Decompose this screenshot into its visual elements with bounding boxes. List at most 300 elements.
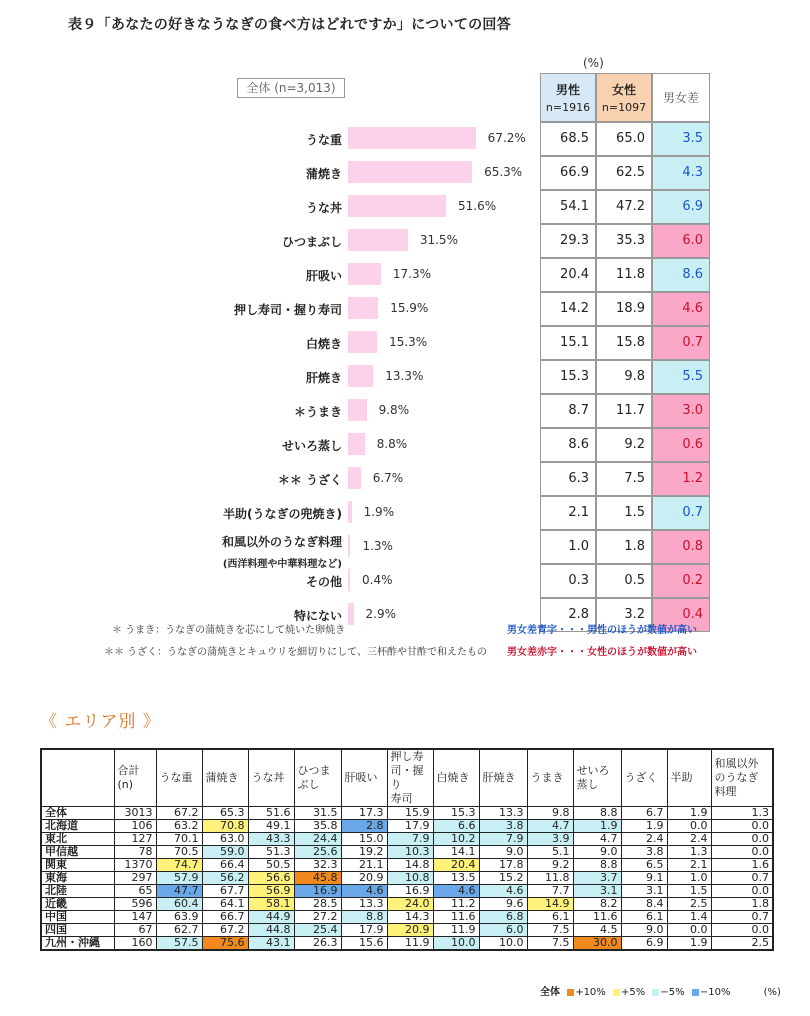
- diff-value-cell: 3.0: [652, 394, 710, 428]
- diff-header-label: 男女差: [662, 91, 699, 105]
- legend-note-blue: 男女差青字・・・男性のほうが数値が高い: [507, 625, 697, 636]
- table-cell: 75.6: [202, 937, 248, 951]
- unit-label: (%): [583, 56, 604, 70]
- table-cell: 9.2: [527, 859, 573, 872]
- female-header-n: n=1097: [601, 101, 647, 114]
- male-value-cell: 8.6: [540, 428, 596, 462]
- table-cell: 28.5: [294, 898, 341, 911]
- table-cell: 9.0: [479, 846, 527, 859]
- diff-value-cell: 1.2: [652, 462, 710, 496]
- region-cell: 近畿: [41, 898, 114, 911]
- table-cell: 6.1: [527, 911, 573, 924]
- table-cell: 1.9: [621, 820, 667, 833]
- table-cell: 6.6: [433, 820, 479, 833]
- bar-value-label: 31.5%: [419, 233, 458, 247]
- female-value-cell: 62.5: [596, 156, 652, 190]
- bar-value-label: 2.9%: [365, 607, 396, 621]
- bar-value-label: 6.7%: [372, 471, 404, 485]
- area-column-header: 肝吸い: [341, 749, 387, 807]
- category-label: [142, 369, 342, 386]
- bar: [348, 603, 354, 625]
- table-cell: 8.8: [573, 807, 621, 820]
- category-label: [142, 199, 342, 216]
- female-value-cell: 65.0: [596, 122, 652, 156]
- table-cell: 14.8: [387, 859, 433, 872]
- sample-size-box: 全体 (n=3,013): [237, 78, 345, 98]
- bar: [348, 535, 350, 557]
- region-cell: 四国: [41, 924, 114, 937]
- area-table: [40, 748, 774, 951]
- diff-value-cell: 0.7: [652, 496, 710, 530]
- table-cell: 9.1: [621, 872, 667, 885]
- region-cell: 関東: [41, 859, 114, 872]
- table-cell: 1.3: [667, 846, 711, 859]
- category-label-text: せいろ蒸し: [281, 439, 342, 453]
- bar: [348, 569, 350, 591]
- table-cell: 78: [114, 846, 156, 859]
- table-cell: 70.8: [202, 820, 248, 833]
- table-row: [41, 846, 773, 859]
- table-cell: 127: [114, 833, 156, 846]
- table-row: [41, 924, 773, 937]
- table-cell: 6.7: [621, 807, 667, 820]
- table-cell: 64.1: [202, 898, 248, 911]
- female-value-cell: 0.5: [596, 564, 652, 598]
- region-cell: 九州・沖縄: [41, 937, 114, 951]
- male-value-cell: 68.5: [540, 122, 596, 156]
- table-cell: 5.1: [527, 846, 573, 859]
- table-cell: 32.3: [294, 859, 341, 872]
- table-cell: 15.0: [341, 833, 387, 846]
- table-cell: 58.1: [248, 898, 294, 911]
- table-cell: 70.1: [156, 833, 202, 846]
- table-cell: 1.9: [573, 820, 621, 833]
- diff-value-cell: 4.3: [652, 156, 710, 190]
- table-cell: 24.0: [387, 898, 433, 911]
- table-cell: 49.1: [248, 820, 294, 833]
- table-cell: 3.8: [621, 846, 667, 859]
- bar-value-label: 17.3%: [392, 267, 431, 281]
- female-value-cell: 18.9: [596, 292, 652, 326]
- female-column-header: [596, 73, 652, 122]
- diff-column-header: [652, 73, 710, 122]
- table-cell: 9.6: [479, 898, 527, 911]
- diff-value-cell: 8.6: [652, 258, 710, 292]
- table-cell: 50.5: [248, 859, 294, 872]
- table-cell: 0.0: [667, 820, 711, 833]
- bar: [348, 127, 476, 149]
- table-cell: 43.3: [248, 833, 294, 846]
- table-cell: 8.8: [573, 859, 621, 872]
- table-row: [41, 833, 773, 846]
- table-cell: 45.8: [294, 872, 341, 885]
- category-label: [142, 131, 342, 148]
- table-cell: 27.2: [294, 911, 341, 924]
- table-cell: 11.9: [387, 937, 433, 951]
- diff-value-cell: 6.0: [652, 224, 710, 258]
- bar-value-label: 13.3%: [385, 369, 424, 383]
- area-column-header: 合計 (n): [114, 749, 156, 807]
- table-cell: 59.0: [202, 846, 248, 859]
- table-cell: 43.1: [248, 937, 294, 951]
- table-cell: 15.9: [387, 807, 433, 820]
- region-cell: 東北: [41, 833, 114, 846]
- table-cell: 0.0: [711, 885, 773, 898]
- table-cell: 1.0: [667, 872, 711, 885]
- page-title: 表９「あなたの好きなうなぎの食べ方はどれですか」についての回答: [68, 17, 512, 33]
- swatch-minus10-icon: [692, 989, 699, 996]
- male-value-cell: 14.2: [540, 292, 596, 326]
- table-cell: 4.6: [433, 885, 479, 898]
- category-label-text: ひつまぶし: [281, 235, 342, 249]
- bar-value-label: 1.9%: [363, 505, 395, 519]
- table-cell: 3013: [114, 807, 156, 820]
- area-column-header: 和風以外 のうなぎ 料理: [711, 749, 773, 807]
- table-cell: 20.4: [433, 859, 479, 872]
- table-cell: 1.9: [667, 937, 711, 951]
- area-table-header: [41, 749, 773, 807]
- bar-value-label: 15.9%: [390, 301, 429, 315]
- male-value-cell: 54.1: [540, 190, 596, 224]
- table-cell: 67: [114, 924, 156, 937]
- region-cell: 甲信越: [41, 846, 114, 859]
- table-cell: 44.9: [248, 911, 294, 924]
- swatch-minus5-icon: [652, 989, 659, 996]
- table-cell: 63.2: [156, 820, 202, 833]
- table-cell: 9.0: [621, 924, 667, 937]
- table-row: [41, 898, 773, 911]
- table-cell: 62.7: [156, 924, 202, 937]
- male-value-cell: 20.4: [540, 258, 596, 292]
- female-value-cell: 1.5: [596, 496, 652, 530]
- area-column-header: うな重: [156, 749, 202, 807]
- section-title-area: 《 エリア別 》: [40, 712, 161, 732]
- table-cell: 1.5: [667, 885, 711, 898]
- table-cell: 57.5: [156, 937, 202, 951]
- area-column-header: 肝焼き: [479, 749, 527, 807]
- area-legend-plus5: +5%: [620, 987, 646, 998]
- table-cell: 11.9: [433, 924, 479, 937]
- table-cell: 6.9: [621, 937, 667, 951]
- table-cell: 4.5: [573, 924, 621, 937]
- region-cell: 東海: [41, 872, 114, 885]
- table-cell: 7.9: [387, 833, 433, 846]
- area-legend-minus10: −10%: [699, 987, 731, 998]
- table-cell: 9.0: [573, 846, 621, 859]
- table-cell: 11.6: [573, 911, 621, 924]
- category-label-text: ＊＊ うざく: [277, 473, 342, 487]
- table-row: [41, 859, 773, 872]
- table-cell: 3.1: [573, 885, 621, 898]
- bar-value-label: 65.3%: [484, 165, 523, 179]
- table-cell: 6.5: [621, 859, 667, 872]
- female-value-cell: 35.3: [596, 224, 652, 258]
- table-cell: 66.7: [202, 911, 248, 924]
- legend-note-red: 男女差赤字・・・女性のほうが数値が高い: [507, 647, 697, 658]
- male-value-cell: 15.3: [540, 360, 596, 394]
- table-cell: 0.7: [711, 872, 773, 885]
- category-label: [142, 573, 342, 590]
- table-cell: 8.2: [573, 898, 621, 911]
- table-cell: 11.2: [433, 898, 479, 911]
- area-legend-plus10: +10%: [575, 987, 606, 998]
- table-cell: 160: [114, 937, 156, 951]
- footnote-umaki: ＊ うまき：うなぎの蒲焼きを芯にして焼いた卵焼き: [112, 625, 346, 636]
- male-value-cell: 8.7: [540, 394, 596, 428]
- male-value-cell: 0.3: [540, 564, 596, 598]
- bar: [348, 467, 361, 489]
- table-cell: 17.3: [341, 807, 387, 820]
- table-cell: 596: [114, 898, 156, 911]
- area-column-header: 白焼き: [433, 749, 479, 807]
- diff-value-cell: 0.2: [652, 564, 710, 598]
- bar: [348, 365, 373, 387]
- table-cell: 20.9: [341, 872, 387, 885]
- female-value-cell: 9.8: [596, 360, 652, 394]
- diff-value-cell: 4.6: [652, 292, 710, 326]
- area-legend: [540, 983, 781, 998]
- bar: [348, 433, 365, 455]
- table-cell: 51.3: [248, 846, 294, 859]
- table-cell: 10.0: [433, 937, 479, 951]
- table-cell: 0.0: [711, 924, 773, 937]
- table-cell: 1.4: [667, 911, 711, 924]
- table-cell: 10.8: [387, 872, 433, 885]
- male-value-cell: 15.1: [540, 326, 596, 360]
- female-value-cell: 15.8: [596, 326, 652, 360]
- table-cell: 17.8: [479, 859, 527, 872]
- table-cell: 20.9: [387, 924, 433, 937]
- table-cell: 13.5: [433, 872, 479, 885]
- table-cell: 17.9: [387, 820, 433, 833]
- area-header-region: [41, 749, 114, 807]
- table-cell: 14.1: [433, 846, 479, 859]
- table-cell: 31.5: [294, 807, 341, 820]
- table-cell: 3.1: [621, 885, 667, 898]
- category-label-text: 半助(うなぎの兜焼き): [223, 507, 342, 521]
- table-cell: 11.8: [527, 872, 573, 885]
- category-label: [142, 403, 342, 420]
- area-legend-unit: (%): [763, 987, 781, 998]
- table-cell: 9.8: [527, 807, 573, 820]
- table-cell: 66.4: [202, 859, 248, 872]
- female-value-cell: 9.2: [596, 428, 652, 462]
- category-label: [142, 437, 342, 454]
- table-cell: 0.0: [711, 820, 773, 833]
- diff-value-cell: 6.9: [652, 190, 710, 224]
- area-column-header: 押し寿 司・握り 寿司: [387, 749, 433, 807]
- female-value-cell: 47.2: [596, 190, 652, 224]
- table-cell: 60.4: [156, 898, 202, 911]
- area-column-header: ひつま ぶし: [294, 749, 341, 807]
- bar: [348, 399, 367, 421]
- table-cell: 26.3: [294, 937, 341, 951]
- category-label-text: その他: [305, 575, 342, 589]
- table-cell: 25.6: [294, 846, 341, 859]
- area-legend-base: 全体: [540, 987, 560, 998]
- table-cell: 65.3: [202, 807, 248, 820]
- table-cell: 15.3: [433, 807, 479, 820]
- area-column-header: うまき: [527, 749, 573, 807]
- table-cell: 7.7: [527, 885, 573, 898]
- table-cell: 16.9: [387, 885, 433, 898]
- category-label-text: ＊うまき: [293, 405, 342, 419]
- table-cell: 6.8: [479, 911, 527, 924]
- table-cell: 2.5: [667, 898, 711, 911]
- bar: [348, 501, 352, 523]
- category-label-text: 肝焼き: [305, 371, 342, 385]
- footnote-uzaku: ＊＊ うざく：うなぎの蒲焼きとキュウリを細切りにして、三杯酢や甘酢で和えたもの: [104, 647, 487, 658]
- diff-value-cell: 5.5: [652, 360, 710, 394]
- category-label: [142, 505, 342, 522]
- area-column-header: うな丼: [248, 749, 294, 807]
- diff-value-cell: 0.4: [652, 598, 710, 632]
- table-cell: 10.2: [433, 833, 479, 846]
- category-label: [142, 233, 342, 250]
- category-sublabel: (西洋料理や中華料理など): [222, 559, 342, 570]
- table-cell: 21.1: [341, 859, 387, 872]
- table-cell: 1370: [114, 859, 156, 872]
- table-cell: 1.9: [667, 807, 711, 820]
- diff-value-cell: 0.7: [652, 326, 710, 360]
- swatch-plus10-icon: [567, 989, 574, 996]
- table-cell: 4.6: [341, 885, 387, 898]
- category-label-text: うな丼: [305, 201, 342, 215]
- table-cell: 147: [114, 911, 156, 924]
- diff-value-cell: 0.6: [652, 428, 710, 462]
- male-header-label: 男性: [555, 83, 580, 97]
- category-label: [142, 471, 342, 488]
- table-cell: 7.5: [527, 924, 573, 937]
- male-value-cell: 66.9: [540, 156, 596, 190]
- table-cell: 65: [114, 885, 156, 898]
- table-cell: 6.0: [479, 924, 527, 937]
- category-label: [142, 335, 342, 352]
- category-label: [142, 301, 342, 318]
- category-label-text: 肝吸い: [305, 269, 342, 283]
- category-label: [142, 267, 342, 284]
- table-row: [41, 820, 773, 833]
- table-cell: 2.5: [711, 937, 773, 951]
- table-cell: 0.0: [667, 924, 711, 937]
- area-legend-minus5: −5%: [660, 987, 685, 998]
- female-value-cell: 11.8: [596, 258, 652, 292]
- category-label: [142, 533, 342, 570]
- table-cell: 51.6: [248, 807, 294, 820]
- table-row: [41, 807, 773, 820]
- table-cell: 2.8: [341, 820, 387, 833]
- table-cell: 63.9: [156, 911, 202, 924]
- male-value-cell: 6.3: [540, 462, 596, 496]
- bar-value-label: 51.6%: [458, 199, 497, 213]
- male-value-cell: 29.3: [540, 224, 596, 258]
- area-column-header: うざく: [621, 749, 667, 807]
- category-label-text: 押し寿司・握り寿司: [233, 303, 342, 317]
- table-cell: 70.5: [156, 846, 202, 859]
- table-row: [41, 885, 773, 898]
- category-label-text: 特にない: [293, 609, 342, 623]
- male-value-cell: 1.0: [540, 530, 596, 564]
- bar-value-label: 67.2%: [487, 131, 526, 145]
- region-cell: 北陸: [41, 885, 114, 898]
- bar-value-label: 15.3%: [389, 335, 428, 349]
- table-cell: 67.7: [202, 885, 248, 898]
- swatch-plus5-icon: [613, 989, 620, 996]
- category-label: [142, 165, 342, 182]
- table-cell: 8.8: [341, 911, 387, 924]
- table-cell: 2.4: [621, 833, 667, 846]
- table-cell: 6.1: [621, 911, 667, 924]
- table-cell: 47.7: [156, 885, 202, 898]
- table-cell: 11.6: [433, 911, 479, 924]
- area-column-header: 蒲焼き: [202, 749, 248, 807]
- area-column-header: せいろ 蒸し: [573, 749, 621, 807]
- area-column-header: 半助: [667, 749, 711, 807]
- table-row: [41, 911, 773, 924]
- table-cell: 0.0: [711, 846, 773, 859]
- male-value-cell: 2.8: [540, 598, 596, 632]
- table-cell: 4.6: [479, 885, 527, 898]
- category-label-text: うな重: [305, 133, 342, 147]
- table-cell: 15.6: [341, 937, 387, 951]
- bar-value-label: 0.4%: [362, 573, 393, 587]
- table-cell: 3.9: [527, 833, 573, 846]
- region-cell: 全体: [41, 807, 114, 820]
- table-cell: 10.0: [479, 937, 527, 951]
- table-cell: 13.3: [341, 898, 387, 911]
- table-cell: 3.7: [573, 872, 621, 885]
- table-cell: 0.7: [711, 911, 773, 924]
- table-cell: 7.5: [527, 937, 573, 951]
- table-cell: 4.7: [573, 833, 621, 846]
- table-cell: 17.9: [341, 924, 387, 937]
- table-cell: 56.9: [248, 885, 294, 898]
- female-header-label: 女性: [611, 83, 636, 97]
- female-value-cell: 7.5: [596, 462, 652, 496]
- region-cell: 中国: [41, 911, 114, 924]
- table-cell: 1.3: [711, 807, 773, 820]
- table-cell: 16.9: [294, 885, 341, 898]
- table-cell: 63.0: [202, 833, 248, 846]
- table-cell: 7.9: [479, 833, 527, 846]
- table-cell: 106: [114, 820, 156, 833]
- female-value-cell: 1.8: [596, 530, 652, 564]
- diff-value-cell: 0.8: [652, 530, 710, 564]
- table-cell: 30.0: [573, 937, 621, 951]
- category-label-text: 白焼き: [305, 337, 342, 351]
- table-cell: 1.6: [711, 859, 773, 872]
- table-cell: 44.8: [248, 924, 294, 937]
- table-cell: 13.3: [479, 807, 527, 820]
- table-cell: 14.3: [387, 911, 433, 924]
- table-cell: 2.1: [667, 859, 711, 872]
- table-cell: 24.4: [294, 833, 341, 846]
- bar-value-label: 1.3%: [362, 539, 393, 553]
- table-cell: 14.9: [527, 898, 573, 911]
- table-cell: 8.4: [621, 898, 667, 911]
- diff-value-cell: 3.5: [652, 122, 710, 156]
- category-label-text: 和風以外のうなぎ料理: [221, 535, 342, 549]
- male-value-cell: 2.1: [540, 496, 596, 530]
- table-cell: 74.7: [156, 859, 202, 872]
- bar: [348, 229, 408, 251]
- table-cell: 57.9: [156, 872, 202, 885]
- table-cell: 2.4: [667, 833, 711, 846]
- male-column-header: [540, 73, 596, 122]
- table-row: [41, 937, 773, 951]
- female-value-cell: 11.7: [596, 394, 652, 428]
- table-cell: 56.6: [248, 872, 294, 885]
